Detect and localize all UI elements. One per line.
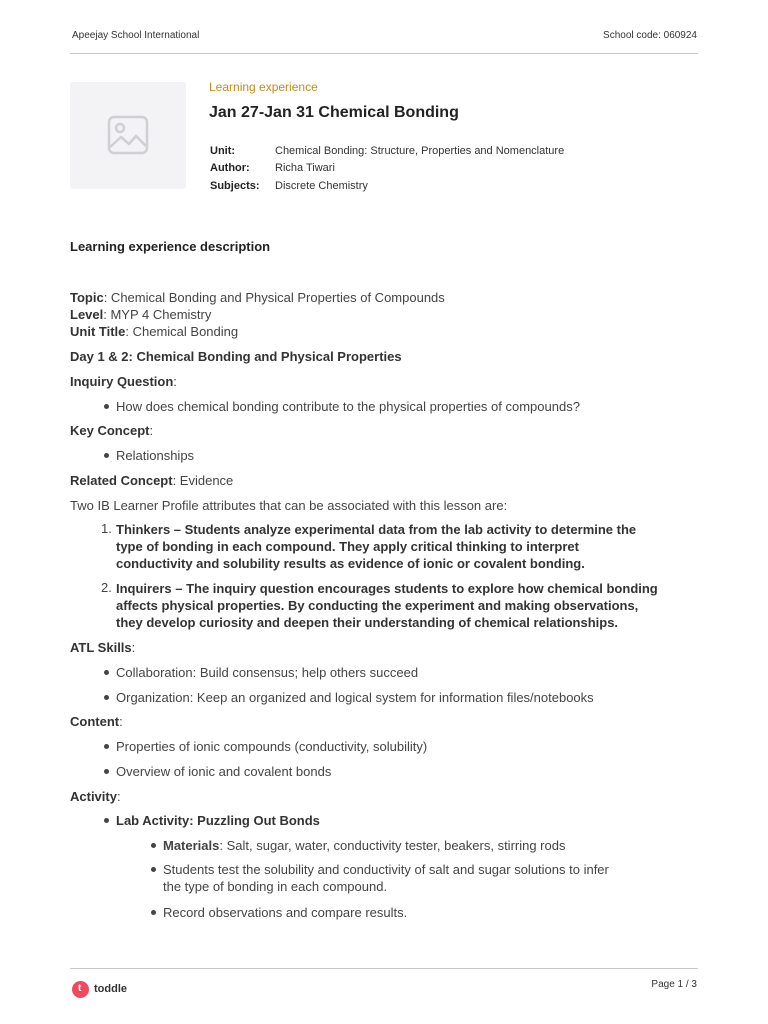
inquiry-item: How does chemical bonding contribute to the physical properties of compounds? — [116, 399, 580, 414]
level-value: : MYP 4 Chemistry — [103, 307, 212, 322]
school-name: Apeejay School International — [72, 30, 200, 41]
key-concept-item: Relationships — [116, 448, 195, 463]
image-placeholder-icon — [107, 115, 149, 155]
bullet — [104, 769, 109, 774]
ib-thinkers-line-3: conductivity and solubility results as evidence of ionic or covalent bonding. — [116, 556, 585, 571]
content-colon: : — [119, 714, 123, 729]
unit-title-line — [70, 323, 238, 340]
activity-colon: : — [116, 789, 121, 804]
procedure-line-2: the type of bonding in each compound. — [163, 879, 388, 894]
bullet — [104, 404, 109, 409]
atl-colon: : — [131, 640, 136, 655]
record-item: Record observations and compare results. — [163, 905, 408, 920]
ib-thinkers-line-1: Thinkers – Students analyze experimental data from the lab activity to determine the — [116, 522, 637, 537]
brand-name: toddle — [94, 983, 127, 995]
related-concept-value: : Evidence — [172, 473, 234, 488]
ib-intro: Two IB Learner Profile attributes that can be associated with this lesson are: — [70, 498, 508, 513]
activity-key: Activity — [70, 789, 117, 804]
meta-subjects-value: Discrete Chemistry — [275, 180, 368, 192]
learning-experience-label: Learning experience — [209, 80, 318, 94]
ib-inquirers-line-3: they develop curiosity and deepen their understanding of chemical relationships. — [116, 615, 619, 630]
list-number: 2. — [101, 580, 112, 595]
key-concept-line — [70, 422, 153, 439]
materials-key: Materials — [163, 838, 220, 853]
inquiry-line — [70, 373, 177, 390]
atl-item-1: Collaboration: Build consensus; help others succeed — [116, 665, 419, 680]
ib-inquirers-line-1: Inquirers – The inquiry question encourages students to explore how chemical bonding — [116, 581, 658, 596]
school-code: School code: 060924 — [603, 30, 697, 41]
related-concept-key: Related Concept — [70, 473, 173, 488]
bullet — [151, 910, 156, 915]
content-item-1: Properties of ionic compounds (conductivity, solubility) — [116, 739, 428, 754]
level-key: Level — [70, 307, 104, 322]
meta-unit-key: Unit: — [210, 145, 236, 157]
content-item-2: Overview of ionic and covalent bonds — [116, 764, 332, 779]
unit-title-key: Unit Title — [70, 324, 126, 339]
activity-item-1: Lab Activity: Puzzling Out Bonds — [116, 813, 320, 828]
inquiry-colon: : — [173, 374, 177, 389]
inquiry-key: Inquiry Question — [70, 374, 174, 389]
content-line — [70, 713, 123, 730]
activity-line — [70, 788, 121, 805]
topic-line — [70, 289, 445, 306]
level-line — [70, 306, 211, 323]
bullet — [104, 453, 109, 458]
atl-item-2: Organization: Keep an organized and logical system for information files/notebooks — [116, 690, 594, 705]
content-key: Content — [70, 714, 120, 729]
day-heading: Day 1 & 2: Chemical Bonding and Physical Properties — [70, 349, 402, 364]
toddle-logo-icon — [72, 981, 89, 998]
meta-subjects-key: Subjects: — [210, 180, 260, 192]
unit-title-value: : Chemical Bonding — [125, 324, 239, 339]
ib-inquirers-line-2: affects physical properties. By conducting the experiment and making observations, — [116, 598, 639, 613]
materials-value: : Salt, sugar, water, conductivity tester, beakers, stirring rods — [219, 838, 566, 853]
section-title: Learning experience description — [70, 239, 271, 254]
topic-key: Topic — [70, 290, 104, 305]
header-divider — [70, 53, 698, 54]
bullet — [104, 695, 109, 700]
key-concept-key: Key Concept — [70, 423, 150, 438]
ib-thinkers-line-2: type of bonding in each compound. They apply critical thinking to interpret — [116, 539, 579, 554]
bullet — [104, 818, 109, 823]
key-concept-colon: : — [149, 423, 154, 438]
logo-letter: t — [78, 983, 82, 994]
bullet — [104, 670, 109, 675]
page-number: Page 1 / 3 — [651, 979, 697, 990]
atl-line — [70, 639, 135, 656]
page-title: Jan 27-Jan 31 Chemical Bonding — [209, 104, 459, 121]
topic-value: : Chemical Bonding and Physical Properties of Compounds — [103, 290, 445, 305]
bullet — [104, 744, 109, 749]
thumbnail-placeholder — [70, 82, 186, 189]
meta-author-value: Richa Tiwari — [275, 162, 335, 174]
meta-unit-value: Chemical Bonding: Structure, Properties and Nomenclature — [275, 145, 565, 157]
related-concept-line — [70, 472, 233, 489]
materials-item — [163, 837, 565, 854]
meta-author-key: Author: — [210, 162, 250, 174]
list-number: 1. — [101, 521, 112, 536]
bullet — [151, 843, 156, 848]
footer-divider — [70, 968, 698, 969]
bullet — [151, 867, 156, 872]
procedure-line-1: Students test the solubility and conductivity of salt and sugar solutions to infer — [163, 862, 609, 877]
atl-key: ATL Skills — [70, 640, 132, 655]
